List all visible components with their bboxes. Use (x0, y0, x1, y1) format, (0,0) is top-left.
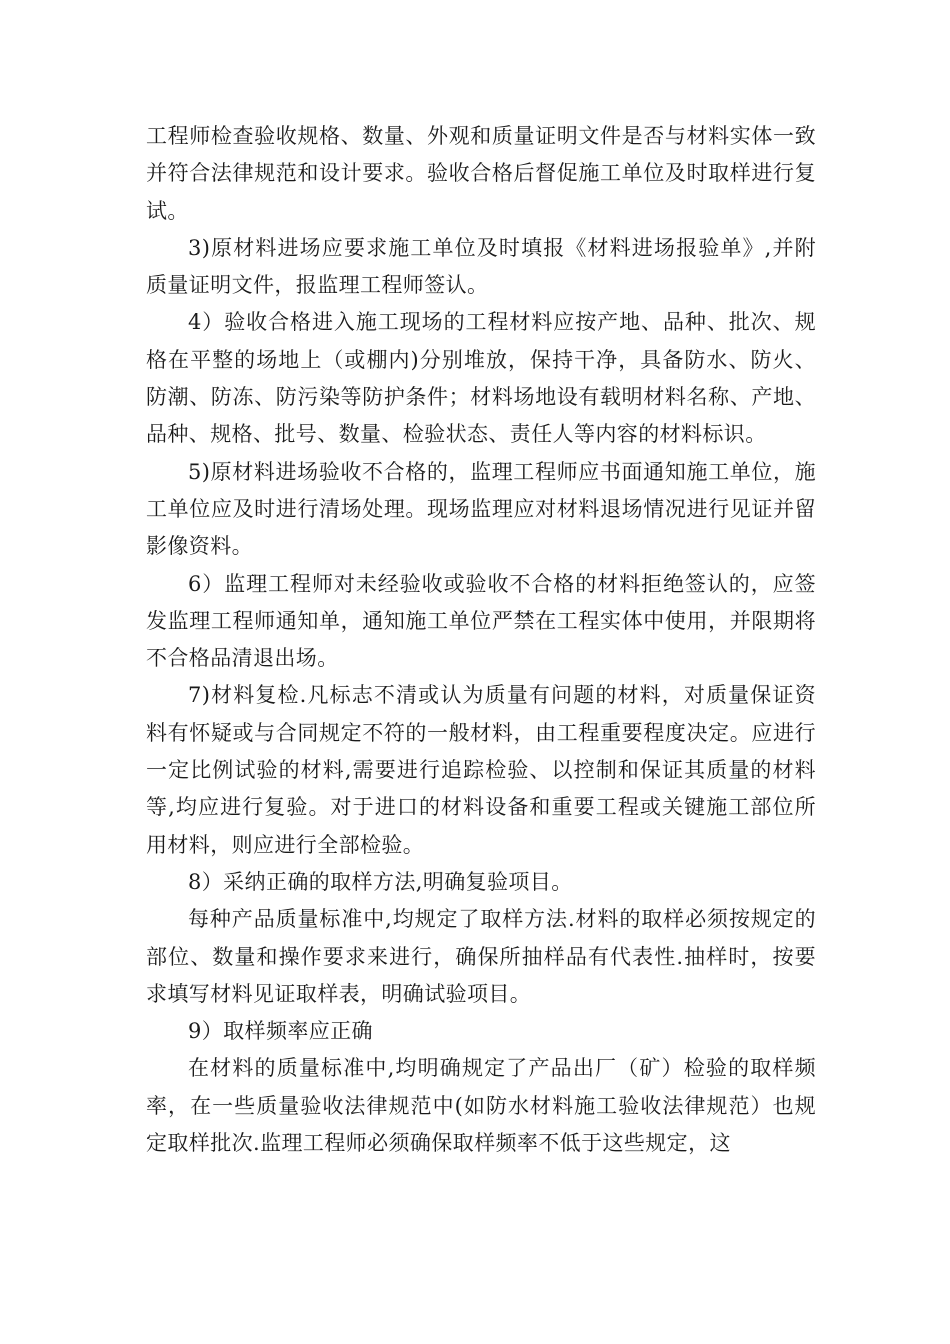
paragraph-2: 3)原材料进场应要求施工单位及时填报《材料进场报验单》,并附质量证明文件，报监理工程师签认。 (146, 235, 816, 298)
paragraph-10: 在材料的质量标准中,均明确规定了产品出厂（矿）检验的取样频率，在一些质量验收法律规范中(如防水材料施工验收法律规范）也规定取样批次.监理工程师必须确保取样频率不低于这些规定，这 (146, 1056, 816, 1156)
paragraph-9: 9）取样频率应正确 (188, 1019, 373, 1044)
paragraph-8: 每种产品质量标准中,均规定了取样方法.材料的取样必须按规定的部位、数量和操作要求来进行，确保所抽样品有代表性.抽样时，按要求填写材料见证取样表，明确试验项目。 (146, 907, 816, 1006)
paragraph-5: 6）监理工程师对未经验收或验收不合格的材料拒绝签认的，应签发监理工程师通知单，通知施工单位严禁在工程实体中使用，并限期将不合格品清退出场。 (146, 571, 816, 671)
paragraph-3: 4）验收合格进入施工现场的工程材料应按产地、品种、批次、规格在平整的场地上（或棚内)分别堆放，保持干净，具备防水、防火、防潮、防冻、防污染等防护条件；材料场地设有载明材料名称、产地、品种、规格、批号、数量、检验状态、责任人等内容的材料标识。 (146, 310, 816, 447)
paragraph-6: 7)材料复检.凡标志不清或认为质量有问题的材料，对质量保证资料有怀疑或与合同规定不符的一般材料，由工程重要程度决定。应进行一定比例试验的材料,需要进行追踪检验、以控制和保证其质量的材料等,均应进行复验。对于进口的材料设备和重要工程或关键施工部位所用材料，则应进行全部检验。 (146, 683, 816, 857)
paragraph-7: 8）采纳正确的取样方法,明确复验项目。 (188, 869, 573, 894)
paragraph-1: 工程师检查验收规格、数量、外观和质量证明文件是否与材料实体一致并符合法律规范和设计要求。验收合格后督促施工单位及时取样进行复试。 (146, 124, 816, 223)
document-page (146, 118, 816, 1162)
paragraph-4: 5)原材料进场验收不合格的，监理工程师应书面通知施工单位，施工单位应及时进行清场处理。现场监理应对材料退场情况进行见证并留影像资料。 (146, 459, 816, 559)
